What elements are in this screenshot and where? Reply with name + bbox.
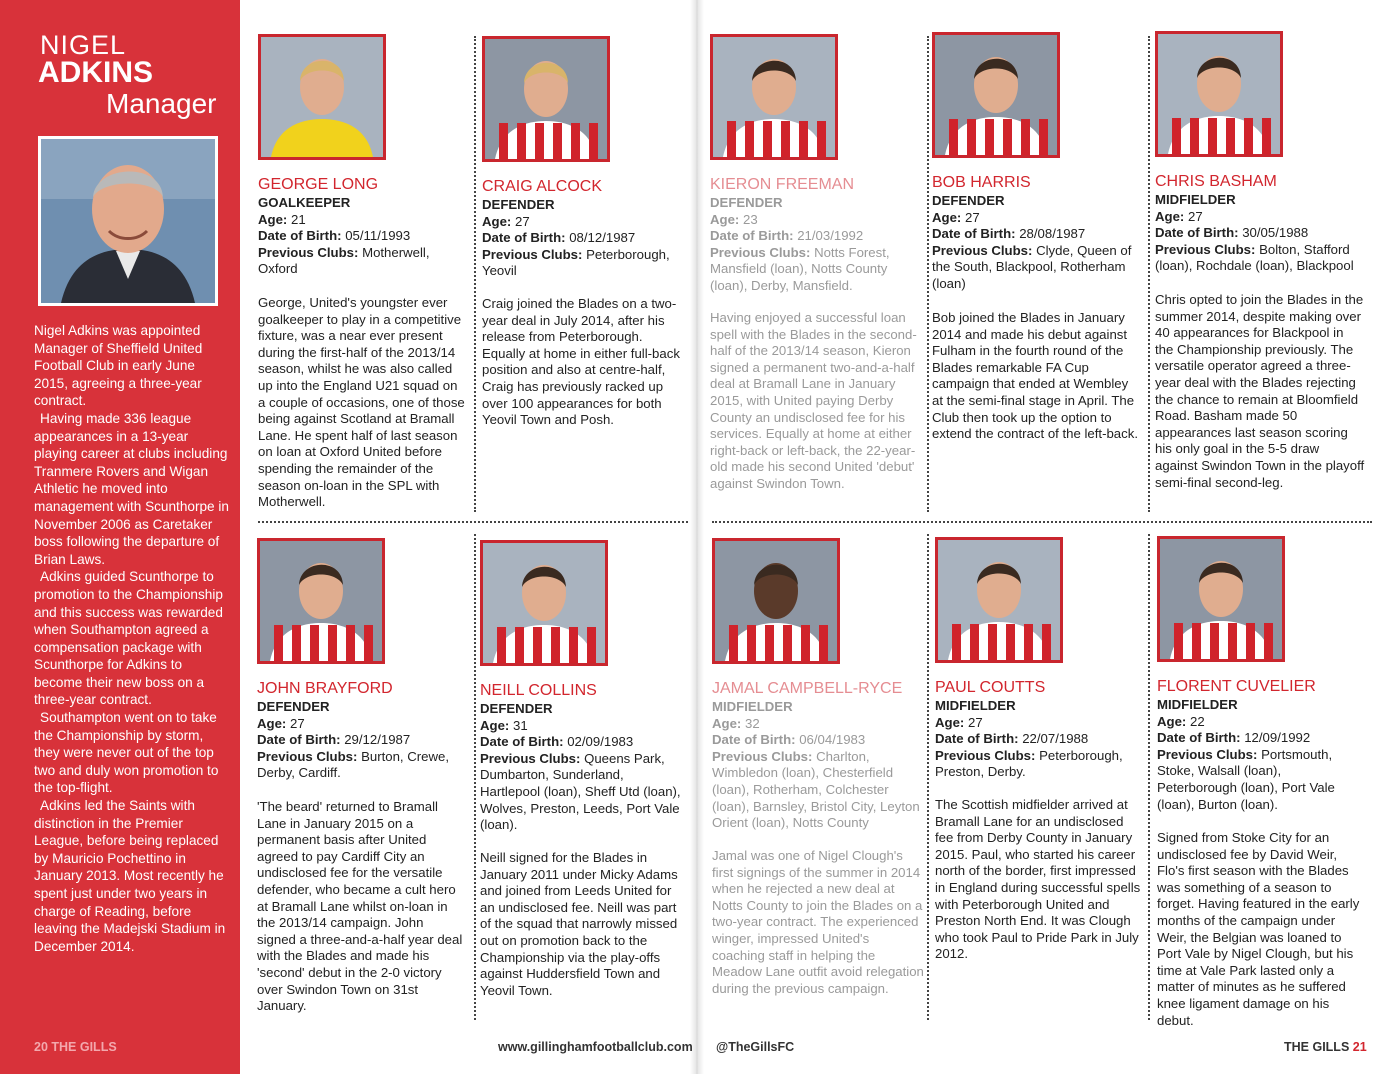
magazine-title-left: THE GILLS	[51, 1040, 117, 1054]
shirt-stripe	[346, 625, 355, 661]
separator	[1148, 36, 1150, 512]
player-story: Signed from Stoke City for an undisclosed fee by David Weir, Flo's first season with the Blades was something of a season to forget. Having featured in the early months of the campaign under Weir, the Belgian was loaned to Port Vale by Nigel Clough, but his time at Vale Park lasted only a matter of minutes as he suffered knee ligament damage on his debut.	[1157, 830, 1360, 1028]
player-name: BOB HARRIS	[932, 174, 1031, 191]
shirt-stripe	[553, 123, 562, 159]
dob-label: Date of Birth:	[935, 731, 1019, 747]
player-age: 27	[514, 213, 530, 229]
player-position: MIDFIELDER	[1157, 697, 1238, 712]
player-facts	[258, 195, 470, 278]
shirt-stripe	[1262, 118, 1271, 154]
age-label: Age:	[258, 211, 288, 227]
shirt-stripe	[765, 625, 774, 661]
player-facts	[710, 195, 920, 295]
shirt-stripe	[535, 123, 544, 159]
player-photo	[932, 32, 1060, 158]
age-label: Age:	[712, 715, 742, 731]
shirt-stripe	[783, 625, 792, 661]
age-label: Age:	[257, 715, 287, 731]
player-portrait	[1158, 34, 1280, 154]
shirt-stripe	[799, 121, 808, 157]
player-dob: 12/09/1992	[1244, 730, 1311, 746]
player-clubs: Charlton, Wimbledon (loan), Chesterfield (loan), Rotherham, Colchester (loan), Barnsley, Bristol City, Leyton Orient (loan), Notts County	[712, 748, 920, 831]
shirt-stripe	[967, 119, 976, 155]
footer-right	[1284, 1040, 1367, 1054]
manager-bio-para-1: Nigel Adkins was appointed Manager of Sheffield United Football Club in early June 2015, agreeing a three-year contract.	[34, 323, 203, 409]
shirt-stripe	[970, 624, 979, 660]
player-name: NEILL COLLINS	[480, 682, 597, 699]
shirt-stripe	[1264, 623, 1273, 659]
shirt-stripe	[1174, 623, 1183, 659]
player-position: DEFENDER	[257, 699, 330, 714]
player-story: George, United's youngster ever goalkeeper to play in a competitive fixture, was a near ever present during the first-half of the 2013/14 season, whilst he was also called up into the England U21 squad on a couple of occasions, one of those being against Scotland at Bramall Lane. He spent half of last season on loan at Oxford United before spending the remainder of the season on-loan in the SPL with Motherwell.	[258, 295, 465, 510]
shirt-stripe	[1172, 118, 1181, 154]
separator	[1148, 534, 1150, 1020]
shirt-stripe	[1021, 119, 1030, 155]
shirt-stripe	[1003, 119, 1012, 155]
manager-role: Manager	[106, 88, 217, 119]
age-label: Age:	[1155, 208, 1185, 224]
manager-bio-para-2: Having made 336 league appearances in a 13-year playing career at clubs including Tranmere Rovers and Wigan Athletic he moved into management with Scunthorpe in November 2006 as Caretaker boss following the departure of Brian Laws.	[34, 410, 229, 567]
player-position: MIDFIELDER	[712, 699, 793, 714]
player-portrait	[260, 541, 382, 661]
age-label: Age:	[482, 213, 512, 229]
clubs-label: Previous Clubs:	[935, 747, 1036, 763]
clubs-label: Previous Clubs:	[258, 244, 359, 260]
dob-label: Date of Birth:	[1155, 225, 1239, 241]
player-portrait	[935, 35, 1057, 155]
shirt-stripe	[571, 123, 580, 159]
shirt-stripe	[274, 625, 283, 661]
player-name: FLORENT CUVELIER	[1157, 678, 1316, 695]
shirt-stripe	[801, 625, 810, 661]
player-clubs: Motherwell, Oxford	[258, 244, 430, 277]
player-portrait	[1160, 539, 1282, 659]
player-dob: 02/09/1983	[567, 734, 634, 750]
player-facts	[1155, 192, 1355, 275]
player-story: Jamal was one of Nigel Clough's first signings of the summer in 2014 when he rejected a new deal at Notts County to join the Blades on a two-year contract. The experienced winger, impressed United's coaching staff in helping the Meadow Lane outfit avoid relegation during the previous campaign.	[712, 848, 924, 996]
player-photo	[710, 34, 838, 160]
player-dob: 06/04/1983	[799, 732, 866, 748]
dob-label: Date of Birth:	[480, 734, 564, 750]
separator	[474, 36, 476, 512]
shirt-stripe	[1039, 119, 1048, 155]
shirt-stripe	[1244, 118, 1253, 154]
shirt-stripe	[1192, 623, 1201, 659]
shirt-stripe	[727, 121, 736, 157]
clubs-label: Previous Clubs:	[257, 748, 358, 764]
player-photo	[712, 538, 840, 664]
player-position: MIDFIELDER	[935, 698, 1016, 713]
separator	[712, 521, 1372, 523]
player-portrait	[938, 540, 1060, 660]
player-portrait	[483, 543, 605, 663]
shirt-stripe	[1190, 118, 1199, 154]
manager-bio	[34, 322, 230, 955]
dob-label: Date of Birth:	[257, 732, 341, 748]
player-age: 22	[1189, 713, 1205, 729]
player-name: CHRIS BASHAM	[1155, 173, 1277, 190]
shirt-stripe	[364, 625, 373, 661]
shirt-stripe	[729, 625, 738, 661]
player-facts	[480, 701, 686, 834]
manager-sidebar	[0, 0, 240, 1074]
shirt-stripe	[551, 627, 560, 663]
player-name: KIERON FREEMAN	[710, 176, 855, 193]
shirt-stripe	[1246, 623, 1255, 659]
player-dob: 29/12/1987	[344, 732, 411, 748]
shirt-stripe	[515, 627, 524, 663]
player-photo	[1157, 536, 1285, 662]
dob-label: Date of Birth:	[932, 226, 1016, 242]
page-spine	[690, 0, 704, 1074]
manager-photo	[38, 136, 218, 306]
player-age: 31	[512, 717, 528, 733]
player-photo	[935, 537, 1063, 663]
shirt-stripe	[949, 119, 958, 155]
player-story: Having enjoyed a successful loan spell with the Blades in the second-half of the 2013/14 season, Kieron signed a permanent two-and-a-half deal at Bramall Lane in January 2015, with United paying Derby County an undisclosed fee for his services. Equally at home at either right-back or left-back, the 22-year-old made his second United 'debut' against Swindon Town.	[710, 310, 917, 491]
player-age: 21	[290, 211, 306, 227]
player-facts	[257, 699, 453, 782]
shirt-stripe	[817, 121, 826, 157]
shirt-stripe	[1228, 623, 1237, 659]
shirt-stripe	[1006, 624, 1015, 660]
manager-bio-para-5: Adkins led the Saints with distinction in the Premier League, before being replaced by Mauricio Pochettino in January 2013. Most recently he spent just under two years in charge of Reading, before leaving the Madejski Stadium in December 2014.	[34, 798, 226, 954]
clubs-label: Previous Clubs:	[1157, 746, 1258, 762]
player-story: The Scottish midfielder arrived at Bramall Lane for an undisclosed fee from Derby County in January 2015. Paul, who started his career north of the border, first impressed in England during successful spells with Peterborough United and Preston North End. It was Clough who took Paul to Pride Park in July 2012.	[935, 797, 1141, 962]
clubs-label: Previous Clubs:	[480, 750, 581, 766]
dob-label: Date of Birth:	[258, 228, 342, 244]
player-facts	[1157, 697, 1353, 813]
player-photo	[1155, 31, 1283, 157]
player-story: 'The beard' returned to Bramall Lane in January 2015 on a permanent basis after United agreed to pay Cardiff City an undisclosed fee for the versatile defender, who became a cult hero at Bramall Lane whilst on-loan in the 2013/14 campaign. John signed a three-and-a-half year deal with the Blades and made his 'second' debut in the 2-0 victory over Swindon Town on 31st January.	[257, 799, 463, 1014]
shirt-stripe	[819, 625, 828, 661]
player-photo	[480, 540, 608, 666]
player-clubs: Peterborough, Preston, Derby.	[935, 747, 1123, 780]
separator	[258, 521, 688, 523]
player-facts	[935, 698, 1131, 781]
dob-label: Date of Birth:	[710, 228, 794, 244]
player-name: JAMAL CAMPBELL-RYCE	[712, 680, 903, 697]
age-label: Age:	[935, 714, 965, 730]
shirt-stripe	[781, 121, 790, 157]
separator	[474, 534, 476, 1020]
clubs-label: Previous Clubs:	[932, 242, 1033, 258]
player-photo	[482, 36, 610, 162]
player-photo	[258, 34, 386, 160]
age-label: Age:	[932, 209, 962, 225]
player-facts	[712, 699, 924, 832]
shirt-stripe	[533, 627, 542, 663]
shirt-stripe	[1210, 623, 1219, 659]
player-story: Neill signed for the Blades in January 2011 under Micky Adams and joined from Leeds United for an undisclosed fee. Neill was part of the squad that narrowly missed out on promotion back to the Championship via the play-offs against Huddersfield Town and Yeovil Town.	[480, 850, 678, 998]
player-dob: 08/12/1987	[569, 230, 636, 246]
player-age: 23	[742, 211, 758, 227]
shirt-stripe	[1208, 118, 1217, 154]
separator	[927, 534, 929, 1020]
shirt-stripe	[587, 627, 596, 663]
player-dob: 21/03/1992	[797, 228, 864, 244]
player-photo	[257, 538, 385, 664]
player-portrait	[261, 37, 383, 157]
shirt-stripe	[310, 625, 319, 661]
page-number-right: 21	[1352, 1040, 1367, 1054]
separator	[927, 36, 929, 512]
footer-left	[34, 1040, 117, 1054]
shirt-stripe	[499, 123, 508, 159]
shirt-stripe	[747, 625, 756, 661]
player-clubs: Clyde, Queen of the South, Blackpool, Rotherham (loan)	[932, 242, 1132, 291]
player-position: DEFENDER	[480, 701, 553, 716]
player-age: 27	[289, 715, 305, 731]
dob-label: Date of Birth:	[1157, 730, 1241, 746]
age-label: Age:	[1157, 713, 1187, 729]
player-dob: 30/05/1988	[1242, 225, 1309, 241]
player-dob: 28/08/1987	[1019, 226, 1086, 242]
player-clubs: Burton, Crewe, Derby, Cardiff.	[257, 748, 450, 781]
age-label: Age:	[710, 211, 740, 227]
player-age: 27	[1187, 208, 1203, 224]
manager-first-name: NIGEL	[40, 30, 127, 60]
age-label: Age:	[480, 717, 510, 733]
player-clubs: Bolton, Stafford (loan), Rochdale (loan), Blackpool	[1155, 241, 1354, 274]
shirt-stripe	[292, 625, 301, 661]
player-age: 27	[967, 714, 983, 730]
shirt-stripe	[763, 121, 772, 157]
player-clubs: Peterborough, Yeovil	[482, 246, 670, 279]
player-portrait	[715, 541, 837, 661]
manager-bio-para-4: Southampton went on to take the Championship by storm, they were never out of the top two and duly won promotion to the top-flight.	[34, 710, 219, 796]
shirt-stripe	[1024, 624, 1033, 660]
shirt-stripe	[745, 121, 754, 157]
player-name: GEORGE LONG	[258, 176, 379, 193]
player-facts	[482, 197, 688, 280]
player-portrait	[485, 39, 607, 159]
player-position: DEFENDER	[710, 195, 783, 210]
shirt-stripe	[985, 119, 994, 155]
shirt-stripe	[328, 625, 337, 661]
clubs-label: Previous Clubs:	[482, 246, 583, 262]
player-clubs: Notts Forest, Mansfield (loan), Notts County (loan), Derby, Mansfield.	[710, 244, 890, 293]
manager-bio-para-3: Adkins guided Scunthorpe to promotion to the Championship and this success was rewarded when Southampton agreed a compensation package with Scunthorpe for Adkins to become their new boss on a three-year contract.	[34, 569, 223, 708]
player-clubs: Queens Park, Dumbarton, Sunderland, Hartlepool (loan), Sheff Utd (loan), Wolves, Preston, Leeds, Port Vale (loan).	[480, 750, 681, 833]
player-name: CRAIG ALCOCK	[482, 178, 603, 195]
player-dob: 22/07/1988	[1022, 731, 1089, 747]
page-number-left: 20	[34, 1040, 48, 1054]
player-position: DEFENDER	[482, 197, 555, 212]
player-story: Craig joined the Blades on a two-year deal in July 2014, after his release from Peterborough. Equally at home in either full-back position and also at centre-half, Craig has previously racked up over 100 appearances for both Yeovil Town and Posh.	[482, 296, 680, 428]
player-position: MIDFIELDER	[1155, 192, 1236, 207]
player-age: 27	[964, 209, 980, 225]
shirt-stripe	[1226, 118, 1235, 154]
shirt-stripe	[952, 624, 961, 660]
dob-label: Date of Birth:	[482, 230, 566, 246]
player-position: GOALKEEPER	[258, 195, 351, 210]
magazine-title-right: THE GILLS	[1284, 1040, 1350, 1054]
shirt-stripe	[1042, 624, 1051, 660]
player-position: DEFENDER	[932, 193, 1005, 208]
player-story: Bob joined the Blades in January 2014 and made his debut against Fulham in the fourth round of the Blades remarkable FA Cup campaign that ended at Wembley at the semi-final stage in April. The Club then took up the option to extend the contract of the left-back.	[932, 310, 1138, 442]
twitter-handle[interactable]: @TheGillsFC	[716, 1040, 795, 1054]
player-facts	[932, 193, 1138, 293]
clubs-label: Previous Clubs:	[1155, 241, 1256, 257]
player-age: 32	[744, 715, 760, 731]
shirt-stripe	[569, 627, 578, 663]
player-story: Chris opted to join the Blades in the summer 2014, despite making over 40 appearances for Blackpool in the Championship previously. The versatile operator agreed a three-year deal with the Blades rejecting the chance to remain at Bloomfield Road. Basham made 50 appearances last season scoring his only goal in the 5-5 draw against Swindon Town in the playoff semi-final second-leg.	[1155, 292, 1365, 490]
shirt-stripe	[988, 624, 997, 660]
player-clubs: Portsmouth, Stoke, Walsall (loan), Peterborough (loan), Port Vale (loan), Burton (loan).	[1157, 746, 1335, 812]
manager-last-name: ADKINS	[38, 56, 154, 89]
shirt-stripe	[497, 627, 506, 663]
player-portrait	[713, 37, 835, 157]
player-dob: 05/11/1993	[345, 228, 411, 244]
shirt-stripe	[589, 123, 598, 159]
clubs-label: Previous Clubs:	[710, 244, 811, 260]
player-name: JOHN BRAYFORD	[257, 680, 393, 697]
shirt-stripe	[517, 123, 526, 159]
dob-label: Date of Birth:	[712, 732, 796, 748]
player-name: PAUL COUTTS	[935, 679, 1046, 696]
clubs-label: Previous Clubs:	[712, 748, 813, 764]
website-link[interactable]: www.gillinghamfootballclub.com	[498, 1040, 693, 1054]
